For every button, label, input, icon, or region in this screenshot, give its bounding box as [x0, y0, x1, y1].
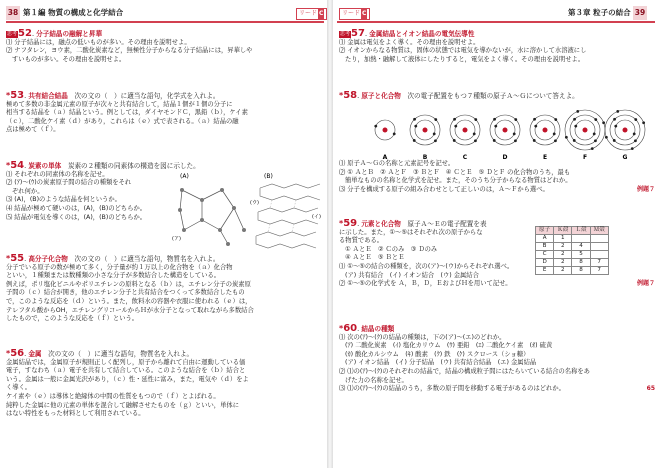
- question-line: ⑷ 結晶が極めて硬いのは，(A)，(B)のどちらか。: [6, 204, 147, 212]
- question-number: 52: [18, 28, 32, 39]
- question-line: ⑶ 分子を構成する原子の組み合わせとして正しいのは，Ａ〜Ｆから選べ。 例題７: [339, 185, 655, 193]
- question-title: 共有結合結晶: [28, 92, 68, 100]
- electron-shell-table: [535, 226, 609, 275]
- electron-config-figure: [371, 108, 656, 162]
- think-tag: 思考: [7, 30, 18, 37]
- question-line: ⑵ ⑴の(ｱ)〜(ｸ)のそれぞれの結晶で，結晶の構成粒子間にはたらいている結合の名称をあ: [339, 367, 590, 375]
- question-line: 純粋した金属に他の元素の単体を混合して融解させたものを（ｇ）といい，単体に: [6, 401, 239, 409]
- question-line: すいものが多い。その理由を説明せよ。: [12, 55, 126, 63]
- question-line: 点は極めて（ｆ）。: [6, 126, 60, 134]
- right-page: [331, 0, 660, 468]
- question-title: 金属結晶とイオン結晶の電気伝導性: [369, 30, 475, 38]
- question-title: 結晶の種類: [361, 325, 395, 333]
- question-line: 子間の（ｃ）結合が開き，他のエチレン分子と共有結合をつくって多数結合したもの: [6, 289, 245, 297]
- question-title: 分子結晶の融解と昇華: [36, 30, 103, 38]
- question-line: ⑵ ナフタレン，ヨウ素，二酸化炭素など，無極性分子からなる分子結晶には，昇華しや: [6, 47, 253, 55]
- question-line: 例えば，ポリ塩化ビニルやポリエチレンの原料となる（ｂ）は，エチレン分子の炭素原: [6, 280, 251, 288]
- question-53: *53. 共有結合結晶 次の文の（ ）に適当な語句，化学式を入れよ。 極めて多数の非金属元素の原子が次々と共有結合して，結晶１個が１個の分子に 相当する結晶を（ａ）結晶という。例としては，ダイヤモンドＣ，黒鉛（ｂ），ケイ素 （ｃ），二酸化ケイ素（ｄ）があり，これらは（ｅ）式で表される。（ａ）結晶の融 点は極めて（ｆ）。: [6, 92, 322, 135]
- question-line: はない特性をもった材料として利用されている。: [6, 410, 145, 418]
- question-number: 60: [343, 323, 358, 334]
- question-number: 59: [343, 218, 358, 229]
- atom-B: [410, 115, 440, 161]
- question-line: (ｶ) 酸化カルシウム (ｷ) 酸素 (ｸ) 鉄 (ｹ) スクロース（ショ糖）: [345, 350, 530, 358]
- question-59: *59. 元素と化合物 原子Ａ〜Ｅの電子配置を表 に示した。また，①〜⑤はそれぞれ次の原子からな る物質である。 ① ＡとＥ ② Ｃのみ ③ Ｄのみ ④ ＡとＥ ⑤ ＢとＥ ⑴ ①〜⑤の結合の種類を，次の(ア)〜(ウ)からそれぞれ選べ。 (ア) 共有結合 (イ) イオン結合 (ウ) 金属結合 ⑵ ①〜⑤の化学式を Ａ，Ｂ，Ｄ，ＥおよびＨを用いて記せ。 例題７: [339, 218, 655, 288]
- atom-label: D: [502, 154, 508, 161]
- question-line: ⑵ ①〜⑤の化学式を Ａ，Ｂ，Ｄ，ＥおよびＨを用いて記せ。 例題７: [339, 280, 655, 288]
- question-line: したもので，このような反応を（ｆ）という。: [6, 315, 139, 323]
- atom-E: [530, 115, 560, 161]
- table-header-row: 原子 Ｋ殻 Ｌ殻 Ｍ殻: [536, 227, 609, 235]
- question-line: ⑸ 結晶が電気を導くのは，(A)，(B)のどちらか。: [6, 213, 147, 221]
- question-number: 54: [10, 160, 25, 171]
- example-ref: 例題７: [636, 280, 655, 288]
- question-line: ⑴ 原子Ａ〜Ｇの名称と元素記号を記せ。: [339, 160, 455, 167]
- question-line: ⑵ イオンからなる物質は，固体の状態では電気を導かないが，水に溶かして水溶液にし: [339, 47, 587, 55]
- question-line: ① ＡとＥ ② Ｃのみ ③ Ｄのみ: [345, 245, 438, 253]
- question-line: といい，１種類または数種類の小さな分子が多数結合した構造をしている。: [6, 272, 221, 280]
- atom-D: [490, 115, 520, 161]
- question-line: テレフタル酸からOH，エチレングリコールからＨが水分子となって取れながら多数結合: [6, 306, 254, 314]
- atom-label: C: [462, 154, 468, 161]
- question-number: 56: [10, 348, 25, 359]
- atom-F: [565, 110, 605, 161]
- example-ref: 65: [646, 385, 655, 393]
- question-number: 53: [10, 90, 25, 101]
- atom-A: [374, 120, 395, 161]
- page-number: 39: [633, 6, 647, 20]
- question-line: ぞれ何か。: [12, 187, 44, 195]
- question-line: (ｱ) 二酸化炭素 (ｲ) 塩化カリウム (ｳ) 亜鉛 (ｴ) 二酸化ケイ素 (ｵ) 硫黄: [345, 342, 553, 350]
- figure-bond-label: (ウ): [250, 200, 259, 206]
- atom-G: [605, 110, 645, 161]
- figure-label-b: (B): [264, 173, 273, 180]
- figure-label-a: (A): [180, 173, 189, 180]
- question-line: げた力の名称を記せ。: [345, 376, 408, 384]
- table-row: B 2 4: [536, 243, 609, 251]
- question-title: 元素と化合物: [361, 220, 401, 228]
- question-line: ⑴ それぞれの同素体の名称を記せ。: [6, 170, 109, 178]
- question-line: ⑴ 金属は電気をよく導く。その理由を説明せよ。: [339, 38, 480, 46]
- question-56: *56. 金属 次の文の（ ）に適当な語句，物質名を入れよ。 金属結晶では，金属原子が規則正しく配列し，原子から離れて自由に運動している価 電子，すなわち（ａ）電子を共有して結合している。このような結合を（ｂ）結合と いう。金属は一般に金属光沢があり，（ｃ）性・延性に富み，また，電気や（ｄ）をよ く導く。 ケイ素や（ｅ）は導体と絶縁体の中間の性質をもつので（ｆ）とよばれる。 純粋した金属に他の元素の単体を混合して融解させたものを（ｇ）といい，単体に はない特性をもった材料として利用されている。: [6, 350, 322, 419]
- question-line: 分子でいる原子の数が極めて多く，分子量が約１万以上の化合物を（ａ）化合物: [6, 263, 233, 271]
- question-number: 55: [10, 253, 25, 264]
- question-line: ⑶ ⑴の(ｱ)〜(ｸ)の結晶のうち，多数の原子間を移動する電子があるのはどれか。 65: [339, 385, 655, 393]
- question-line: ⑴ ①〜⑤の結合の種類を，次の(ア)〜(ウ)からそれぞれ選べ。: [339, 262, 514, 270]
- figure-bond-label: (イ): [312, 214, 321, 220]
- atom-label: G: [622, 154, 628, 161]
- atom-label: B: [422, 154, 428, 161]
- diamond-structure: [180, 190, 244, 244]
- question-line: (ア) 共有結合 (イ) イオン結合 (ウ) 金属結合: [345, 271, 479, 279]
- carbon-allotrope-figure: [172, 170, 322, 250]
- question-line: （ｃ），二酸化ケイ素（ｄ）があり，これらは（ｅ）式で表される。（ａ）結晶の融: [6, 117, 239, 125]
- question-number: 57: [351, 28, 365, 39]
- question-line: 電子，すなわち（ａ）電子を共有して結合している。このような結合を（ｂ）結合と: [6, 367, 246, 375]
- rank-badge: リード C: [339, 6, 370, 20]
- graphite-structure: [256, 184, 320, 248]
- table-row: A 1: [536, 235, 609, 243]
- question-line: に示した。また，①〜⑤はそれぞれ次の原子からな: [339, 228, 483, 236]
- table-row: E 2 8 7: [536, 267, 609, 275]
- question-line: ⑵ ① ＡとＢ ② ＡとＦ ③ ＢとＦ ④ ＣとＥ ⑤ ＤとＦ の化合物のうち，最も: [339, 168, 571, 176]
- question-line: ⑴ 分子結晶には，融点の低いものが多い。その理由を説明せよ。: [6, 38, 191, 46]
- atom-diagrams: [374, 110, 645, 161]
- question-line: ④ ＡとＥ ⑤ ＢとＥ: [345, 254, 405, 262]
- question-58: *58. 原子と化合物 次の電子配置をもつ７種類の原子Ａ〜Ｇについて答えよ。: [339, 90, 579, 101]
- question-line: ケイ素や（ｅ）は導体と絶縁体の中間の性質をもつので（ｆ）とよばれる。: [6, 392, 220, 400]
- table-row: D 2 8 7: [536, 259, 609, 267]
- question-54: *54. 炭素の単体 炭素の２種類の同素体の構造を図に示した。 ⑴ それぞれの同素体の名称を記せ。 ⑵ (ｱ)〜(ｳ)の炭素原子間の結合の種類をそれ ぞれ何か。 ⑶ (A)，(B)のような結晶を何というか。 ⑷ 結晶が極めて硬いのは，(A)，(B)のどちらか。 ⑸ 結晶が電気を導くのは，(A)，(B)のどちらか。: [6, 160, 200, 221]
- question-line: 極めて多数の非金属元素の原子が次々と共有結合して，結晶１個が１個の分子に: [6, 100, 233, 108]
- question-line: 簡単なものの名称と化学式を記せ。また，そのうち分子からなる物質はどれか。: [345, 177, 572, 185]
- question-line: る物質である。: [339, 237, 384, 245]
- left-header: [6, 6, 123, 20]
- question-60: *60. 結晶の種類 ⑴ 次の(ｱ)〜(ｸ)の結晶の種類は，下の(ア)〜(エ)のどれか。 (ｱ) 二酸化炭素 (ｲ) 塩化カリウム (ｳ) 亜鉛 (ｴ) 二酸化ケイ素 (ｵ) 硫黄 (ｶ) 酸化カルシウム (ｷ) 酸素 (ｸ) 鉄 (ｹ) スクロース（ショ糖） (ア) イオン結晶 (イ) 分子結晶 (ウ) 共有結合結晶 (エ) 金属結晶 ⑵ ⑴の(ｱ)〜(ｸ)のそれぞれの結晶で，結晶の構成粒子間にはたらいている結合の名称をあ げた力の名称を記せ。 ⑶ ⑴の(ｱ)〜(ｸ)の結晶のうち，多数の原子間を移動する電子があるのはどれか。 65: [339, 323, 655, 393]
- question-line: ⑴ 次の(ｱ)〜(ｸ)の結晶の種類は，下の(ア)〜(エ)のどれか。: [339, 333, 506, 341]
- question-line: ⑵ (ｱ)〜(ｳ)の炭素原子間の結合の種類をそれ: [6, 179, 132, 187]
- question-line: (ア) イオン結晶 (イ) 分子結晶 (ウ) 共有結合結晶 (エ) 金属結晶: [345, 359, 537, 367]
- rank-badge: リード C: [296, 6, 327, 20]
- example-ref: 例題７: [636, 185, 655, 193]
- think-tag: 思考: [340, 30, 351, 37]
- graphite-layer-links: [268, 200, 296, 232]
- question-58-body: [339, 160, 655, 194]
- question-line: 金属結晶では，金属原子が規則正しく配列し，原子から離れて自由に運動している価: [6, 358, 246, 366]
- figure-bond-label: (ア): [172, 236, 181, 242]
- table-row: C 2 5: [536, 251, 609, 259]
- question-line: で，このような反応を（ｄ）という。また，飲料水の容器や衣服に使われる（ｅ）は，: [6, 297, 252, 305]
- header-rule: [337, 21, 655, 23]
- atom-label: A: [382, 154, 388, 161]
- question-line: く導く。: [6, 384, 32, 392]
- question-line: ⑶ (A)，(B)のような結晶を何というか。: [6, 196, 121, 204]
- question-title: 炭素の単体: [28, 162, 62, 170]
- question-title: 金属: [28, 350, 42, 358]
- question-55: *55. 高分子化合物 次の文の（ ）に適当な語句，物質名を入れよ。 分子でいる原子の数が極めて多く，分子量が約１万以上の化合物を（ａ）化合物 といい，１種類または数種類の小さな分子が多数結合した構造をしている。 例えば，ポリ塩化ビニルやポリエチレンの原料となる（ｂ）は，エチレン分子の炭素原 子間の（ｃ）結合が開き，他のエチレン分子と共有結合をつくって多数結合したもの で，このような反応を（ｄ）という。また，飲料水の容器や衣服に使われる（ｅ）は， テレフタル酸からOH，エチレングリコールからＨが水分子となって取れながら多数結合 したもので，このような反応を（ｆ）という。: [6, 255, 322, 324]
- chapter-title: 第３章 粒子の結合: [568, 8, 631, 17]
- chapter-title: 第１編 物質の構成と化学結合: [23, 8, 124, 17]
- right-header: [565, 6, 647, 20]
- atom-label: E: [542, 154, 548, 161]
- diamond-atoms: [178, 188, 246, 246]
- question-52: 思考52. 分子結晶の融解と昇華 ⑴ 分子結晶には，融点の低いものが多い。その理由を説明せよ。 ⑵ ナフタレン，ヨウ素，二酸化炭素など，無極性分子からなる分子結晶には，昇華しや すいものが多い。その理由を説明せよ。: [6, 30, 322, 64]
- question-title: 原子と化合物: [361, 92, 401, 100]
- question-line: たり，加熱・融解して液体にしたりすると，電気をよく導く。その理由を説明せよ。: [345, 55, 585, 63]
- question-title: 高分子化合物: [28, 255, 68, 263]
- page-number: 38: [6, 6, 20, 20]
- question-number: 58: [343, 90, 358, 101]
- question-line: いう。金属は一般に金属光沢があり，（ｃ）性・延性に富み，また，電気や（ｄ）をよ: [6, 375, 249, 383]
- atom-label: F: [582, 154, 588, 161]
- atom-C: [450, 115, 480, 161]
- question-57: 思考57. 金属結晶とイオン結晶の電気伝導性 ⑴ 金属は電気をよく導く。その理由を説明せよ。 ⑵ イオンからなる物質は，固体の状態では電気を導かないが，水に溶かして水溶液にし たり，加熱・融解して液体にしたりすると，電気をよく導く。その理由を説明せよ。: [339, 30, 655, 64]
- header-rule: [6, 21, 324, 23]
- left-page: [0, 0, 329, 468]
- question-line: 相当する結晶を（ａ）結晶という。例としては，ダイヤモンドＣ，黒鉛（ｂ），ケイ素: [6, 109, 248, 117]
